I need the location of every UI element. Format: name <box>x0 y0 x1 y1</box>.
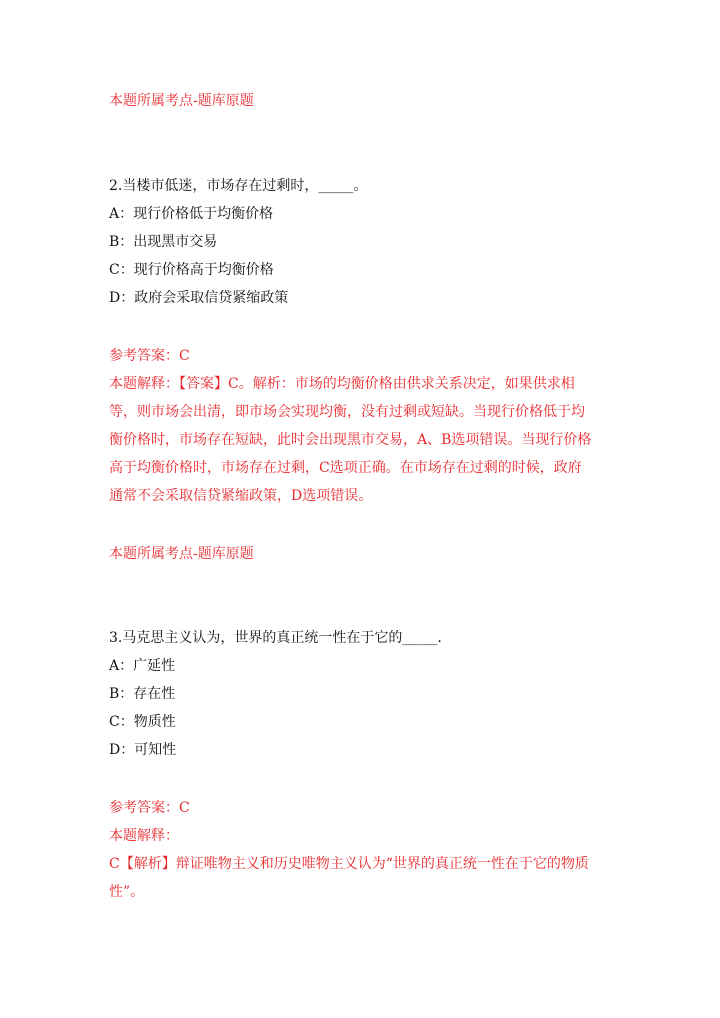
question-2-option-d: D：政府会采取信贷紧缩政策 <box>109 290 289 306</box>
question-2-option-a: A：现行价格低于均衡价格 <box>109 206 274 222</box>
question-2-explanation-line-2: 等，则市场会出清，即市场会实现均衡，没有过剩或短缺。当现行价格低于均 <box>109 404 585 420</box>
question-2-explanation-line-1: 本题解释：【答案】C。解析：市场的均衡价格由供求关系决定，如果供求相 <box>109 376 575 392</box>
question-3-option-c: C：物质性 <box>109 714 176 730</box>
question-3-explanation-line-2: C【解析】辩证唯物主义和历史唯物主义认为“世界的真正统一性在于它的物质 <box>109 856 589 872</box>
question-3-stem: 3.马克思主义认为，世界的真正统一性在于它的_____. <box>109 630 442 646</box>
question-2-option-c: C：现行价格高于均衡价格 <box>109 262 274 278</box>
question-3-answer: 参考答案：C <box>109 800 190 816</box>
question-3-option-b: B：存在性 <box>109 686 176 702</box>
question-2-explanation-line-3: 衡价格时，市场存在短缺，此时会出现黑市交易，A、B选项错误。当现行价格 <box>109 432 592 448</box>
question-2-stem: 2.当楼市低迷，市场存在过剩时，_____。 <box>109 178 368 194</box>
question-3-explanation-line-1: 本题解释： <box>109 828 179 844</box>
question-2-explanation-line-5: 通常不会采取信贷紧缩政策，D选项错误。 <box>109 488 373 504</box>
question-3-option-d: D：可知性 <box>109 742 177 758</box>
question-3-option-a: A：广延性 <box>109 658 176 674</box>
topic-source-top: 本题所属考点-题库原题 <box>109 93 254 109</box>
question-3-explanation-line-3: 性”。 <box>109 884 145 900</box>
question-2-option-b: B：出现黑市交易 <box>109 234 218 250</box>
question-2-answer: 参考答案：C <box>109 348 190 364</box>
question-2-topic-source: 本题所属考点-题库原题 <box>109 546 254 562</box>
question-2-explanation-line-4: 高于均衡价格时，市场存在过剩，C选项正确。在市场存在过剩的时候，政府 <box>109 460 582 476</box>
